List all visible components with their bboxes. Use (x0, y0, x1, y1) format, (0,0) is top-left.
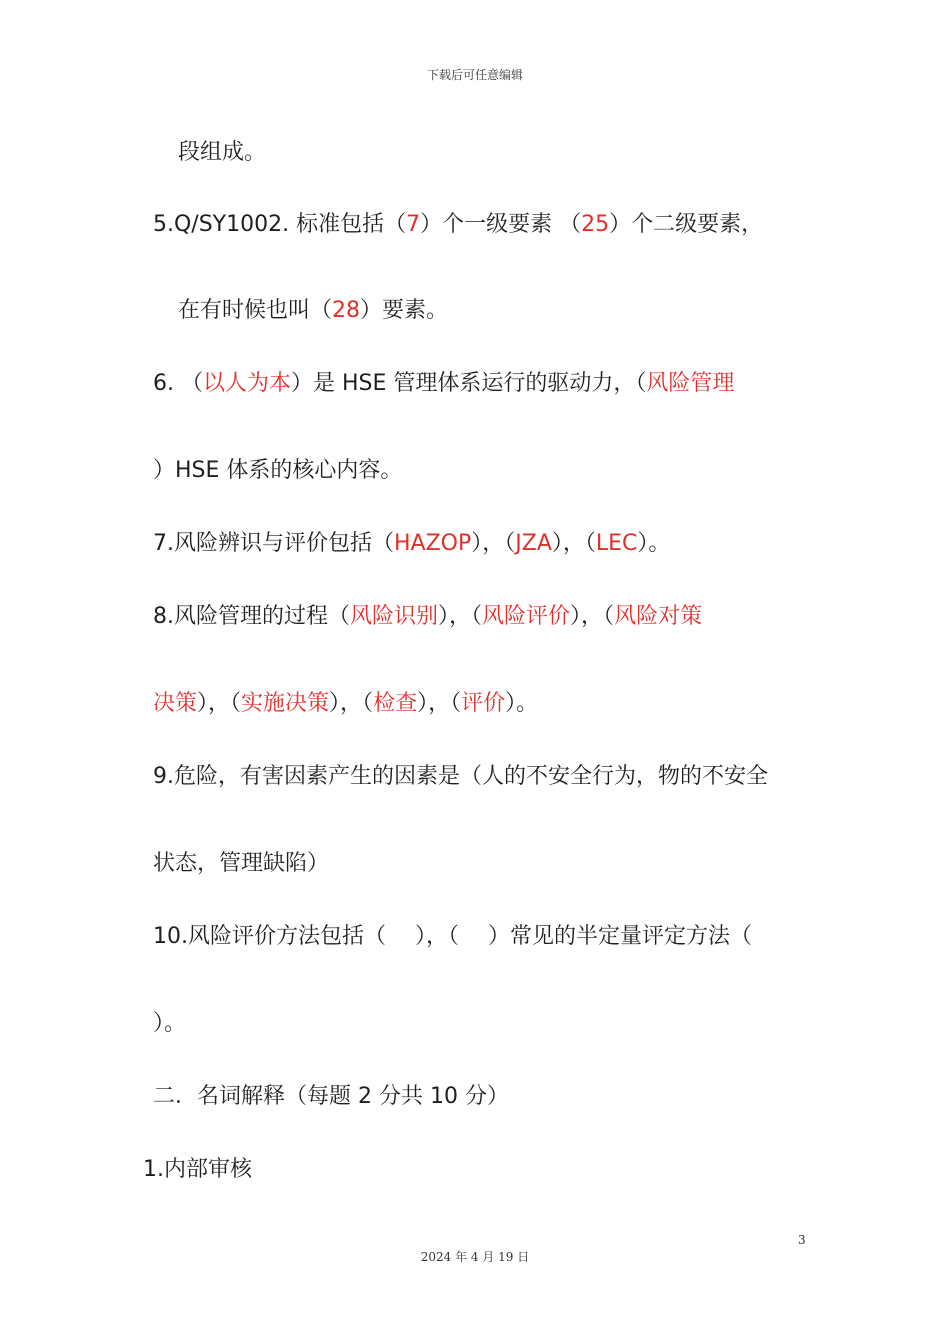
question-text: ），（ (551, 531, 596, 556)
question-text: 10.风险评价方法包括（ ），（ ）常见的半定量评定方法（ (153, 924, 752, 949)
question-9 (153, 762, 768, 792)
answer: 以人为本 (202, 371, 291, 396)
answer: 风险管理 (646, 371, 735, 396)
answer: HAZOP (394, 531, 472, 556)
answer: 检查 (373, 691, 418, 716)
question-10-continuation (153, 1009, 186, 1039)
answer: 25 (581, 212, 610, 237)
page-header: 下载后可任意编辑 (426, 68, 523, 82)
answer: 风险识别 (350, 604, 439, 629)
question-text: 8.风险管理的过程（ (153, 604, 350, 629)
question-text: 在有时候也叫（ (178, 298, 333, 323)
question-text: ）HSE 体系的核心内容。 (153, 458, 403, 483)
answer: 决策 (153, 691, 198, 716)
question-8 (153, 602, 702, 632)
question-text: ）个一级要素 （ (420, 212, 582, 237)
footer-date: 2024 年 4 月 19 日 (420, 1250, 530, 1264)
question-4-continuation (178, 138, 266, 168)
answer: 风险对策 (614, 604, 703, 629)
section-heading (153, 1082, 509, 1112)
question-text: ），（ (329, 691, 374, 716)
answer: 7 (406, 212, 421, 237)
answer: 28 (332, 298, 361, 323)
page-number: 3 (798, 1233, 806, 1247)
term-text: 1.内部审核 (143, 1157, 252, 1182)
answer: 实施决策 (241, 691, 330, 716)
question-text: ）是 HSE 管理体系运行的驱动力，（ (291, 371, 647, 396)
question-text: 5.Q/SY1002. 标准包括（ (153, 212, 407, 237)
question-text: ），（ (471, 531, 516, 556)
question-9-continuation (153, 849, 329, 879)
question-text: ）个二级要素， (609, 212, 764, 237)
section-title: 二．名词解释（每题 2 分共 10 分） (153, 1084, 509, 1109)
question-text: ）。 (505, 691, 539, 716)
question-text: ）要素。 (360, 298, 449, 323)
question-text: 9.危险，有害因素产生的因素是（人的不安全行为，物的不安全 (153, 764, 768, 789)
question-5-continuation (178, 296, 448, 326)
question-text: ），（ (197, 691, 242, 716)
question-text: 状态，管理缺陷） (153, 851, 330, 876)
question-text: 段组成。 (178, 140, 267, 165)
question-text: 7.风险辨识与评价包括（ (153, 531, 394, 556)
answer: 风险评价 (482, 604, 571, 629)
answer: 评价 (461, 691, 506, 716)
answer: JZA (515, 531, 552, 556)
question-8-continuation (153, 689, 538, 719)
question-5 (153, 210, 763, 240)
question-7 (153, 529, 670, 559)
question-text: ）。 (153, 1011, 187, 1036)
question-6 (153, 369, 734, 399)
question-text: ），（ (438, 604, 483, 629)
question-text: ），（ (570, 604, 615, 629)
question-6-continuation (153, 456, 402, 486)
question-text: ），（ (417, 691, 462, 716)
question-text: 6. （ (153, 371, 203, 396)
answer: LEC (595, 531, 638, 556)
term-1 (143, 1155, 252, 1185)
question-text: ）。 (637, 531, 671, 556)
question-10 (153, 922, 752, 952)
